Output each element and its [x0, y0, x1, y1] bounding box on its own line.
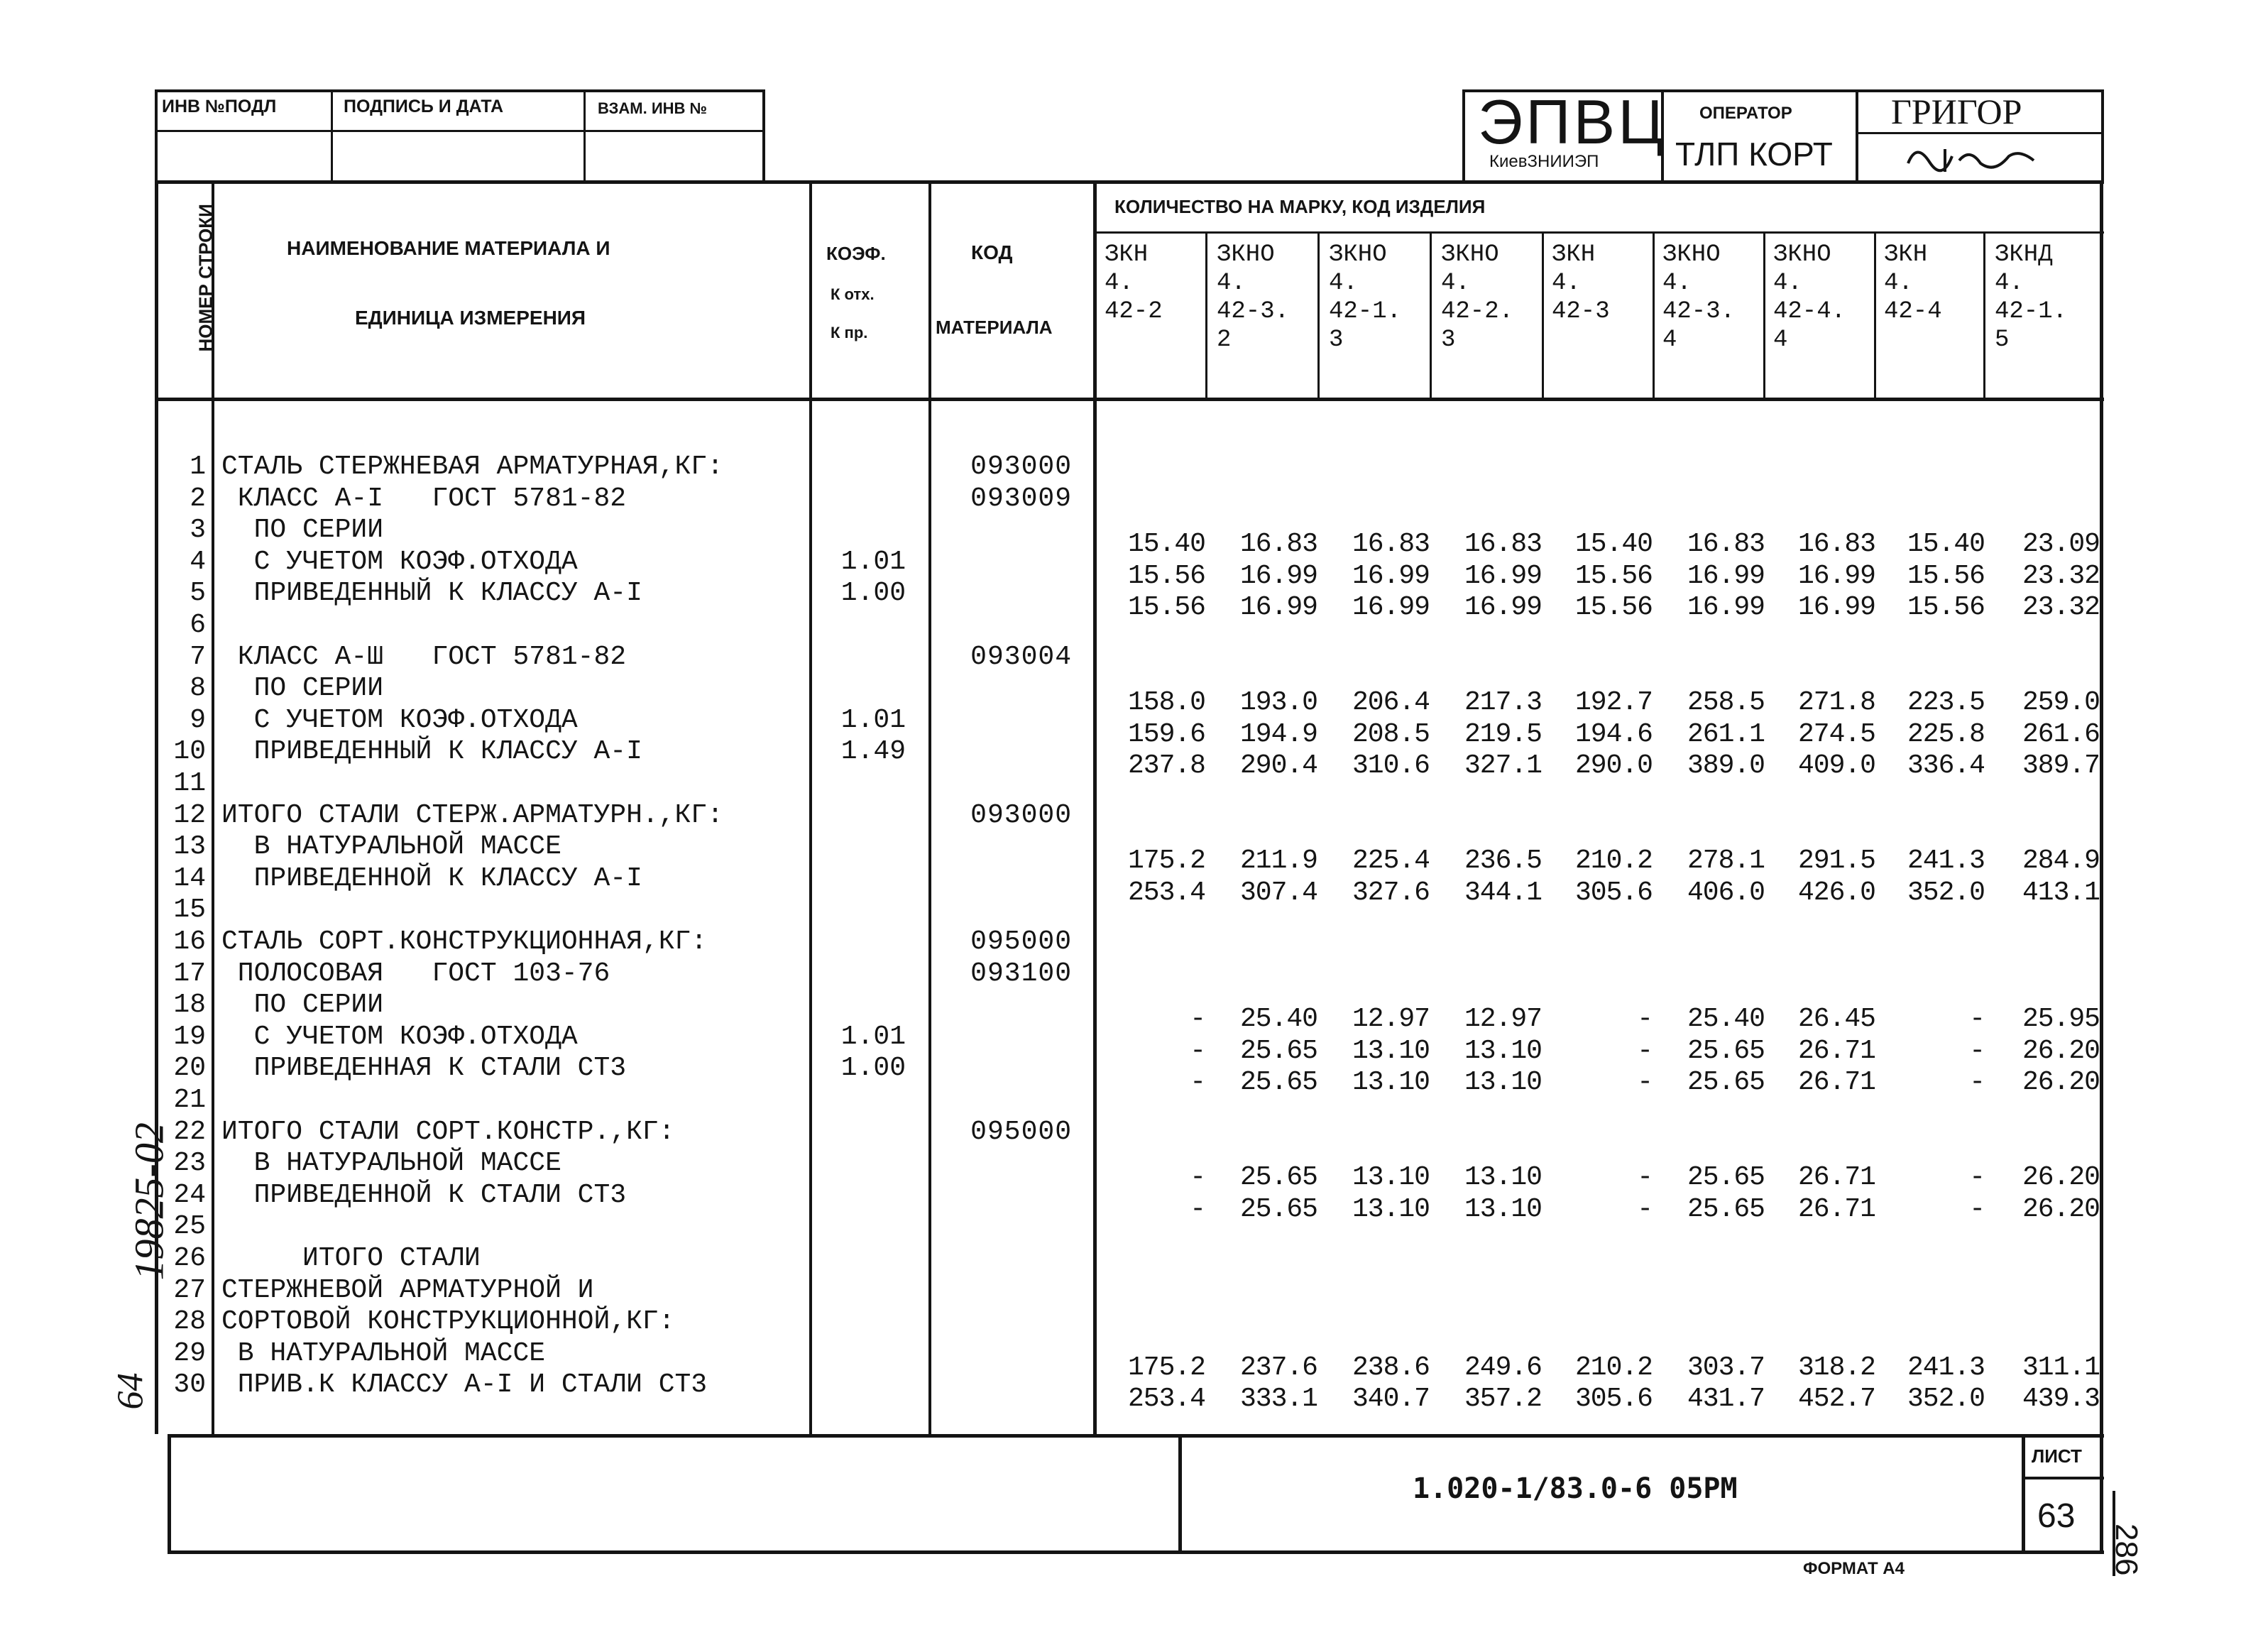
quantity-value: 303.7 — [1687, 1352, 1765, 1383]
product-code-2-l1: ЗКНО — [1217, 241, 1275, 268]
material-name: ПО СЕРИИ — [221, 673, 384, 704]
quantity-value: 25.65 — [1687, 1193, 1765, 1225]
product-code-4-l4: 3 — [1441, 327, 1456, 354]
coefficient: 1.49 — [840, 736, 906, 767]
quantity-value: 12.97 — [1464, 1004, 1542, 1035]
quantity-value: 175.2 — [1127, 1352, 1205, 1383]
row-number: 10 — [173, 736, 206, 767]
row-number-label: НОМЕР СТРОКИ — [194, 204, 217, 352]
quantity-value: 261.6 — [2022, 718, 2100, 750]
quantity-value: 237.8 — [1127, 750, 1205, 782]
product-code-4-l2: 4. — [1441, 270, 1470, 297]
row-number: 14 — [173, 863, 206, 894]
sheet-number: 63 — [2037, 1497, 2076, 1535]
material-name: СТАЛЬ СТЕРЖНЕВАЯ АРМАТУРНАЯ,КГ: — [221, 452, 723, 482]
quantity-value: - — [1637, 1193, 1653, 1225]
quantity-value: 16.99 — [1352, 592, 1430, 623]
quantity-value: 13.10 — [1352, 1193, 1430, 1225]
quantity-value: 217.3 — [1464, 687, 1542, 718]
product-code-2-l2: 4. — [1217, 270, 1246, 297]
quantity-value: 25.65 — [1687, 1035, 1765, 1066]
row-number: 24 — [173, 1179, 206, 1210]
quantity-value: 238.6 — [1352, 1352, 1430, 1383]
quantity-value: 253.4 — [1127, 1384, 1205, 1415]
quantity-value: 274.5 — [1797, 718, 1875, 750]
quantity-value: 16.99 — [1352, 560, 1430, 591]
quantity-value: 327.1 — [1464, 750, 1542, 782]
quantity-value: 336.4 — [1907, 750, 1985, 782]
org-main: ЭПВЦ — [1478, 87, 1667, 157]
quantity-value: 192.7 — [1574, 687, 1653, 718]
quantity-value: 16.83 — [1464, 529, 1542, 560]
material-code: 093000 — [970, 799, 1072, 831]
product-code-5-l1: ЗКН — [1552, 241, 1596, 268]
quantity-value: 225.4 — [1352, 846, 1430, 877]
material-name: ПРИВЕДЕННОЙ К КЛАССУ А-I — [221, 863, 642, 894]
quantity-value: 357.2 — [1464, 1384, 1542, 1415]
system-name: ТЛП КОРТ — [1675, 136, 1833, 173]
product-code-8-l1: ЗКН — [1884, 241, 1928, 268]
quantity-value: 389.0 — [1687, 750, 1765, 782]
material-name: СОРТОВОЙ КОНСТРУКЦИОННОЙ,КГ: — [221, 1306, 675, 1338]
quantity-value: 210.2 — [1574, 1352, 1653, 1383]
quantity-value: - — [1637, 1162, 1653, 1193]
product-code-6-l1: ЗКНО — [1662, 241, 1721, 268]
quantity-value: - — [1969, 1193, 1985, 1225]
row-number: 23 — [173, 1148, 206, 1179]
quantity-value: 307.4 — [1239, 877, 1317, 908]
row-number: 22 — [173, 1116, 206, 1147]
product-code-9-l4: 5 — [1995, 327, 2010, 354]
quantity-value: - — [1190, 1004, 1205, 1035]
quantity-value: 16.99 — [1464, 592, 1542, 623]
quantity-value: 25.65 — [1687, 1162, 1765, 1193]
quantity-value: 211.9 — [1239, 846, 1317, 877]
coefficient: 1.01 — [840, 704, 906, 735]
quantity-value: - — [1969, 1004, 1985, 1035]
material-name: ПРИВЕДЕННЫЙ К КЛАССУ А-I — [221, 736, 642, 767]
quantity-value: 261.1 — [1687, 718, 1765, 750]
quantity-value: 23.09 — [2022, 529, 2100, 560]
quantity-value: 208.5 — [1352, 718, 1430, 750]
quantity-value: 409.0 — [1797, 750, 1875, 782]
quantity-value: 413.1 — [2022, 877, 2100, 908]
quantity-value: - — [1969, 1067, 1985, 1098]
inv-podl-label: ИНВ №ПОДЛ — [162, 97, 277, 116]
row-number: 1 — [190, 452, 206, 482]
quantity-value: - — [1190, 1193, 1205, 1225]
product-code-1-l2: 4. — [1105, 270, 1134, 297]
material-name: ИТОГО СТАЛИ СОРТ.КОНСТР.,КГ: — [221, 1116, 675, 1147]
material-name: КЛАСС А-Ш ГОСТ 5781-82 — [221, 641, 627, 672]
quantity-value: 311.1 — [2022, 1352, 2100, 1383]
quantity-value: 16.83 — [1797, 529, 1875, 560]
org-sub: КиевЗНИИЭП — [1489, 152, 1599, 171]
quantity-value: 16.99 — [1687, 560, 1765, 591]
quantity-value: 23.32 — [2022, 560, 2100, 591]
quantity-value: 26.71 — [1797, 1035, 1875, 1066]
quantity-value: 327.6 — [1352, 877, 1430, 908]
quantity-value: 194.6 — [1574, 718, 1653, 750]
quantity-value: 219.5 — [1464, 718, 1542, 750]
row-number: 7 — [190, 641, 206, 672]
quantity-value: 352.0 — [1907, 877, 1985, 908]
quantity-value: - — [1969, 1162, 1985, 1193]
quantity-value: 291.5 — [1797, 846, 1875, 877]
material-name: СТАЛЬ СОРТ.КОНСТРУКЦИОННАЯ,КГ: — [221, 926, 708, 957]
quantity-value: 16.99 — [1239, 592, 1317, 623]
quantity-value: 26.71 — [1797, 1067, 1875, 1098]
product-code-7-l4: 4 — [1773, 327, 1788, 354]
coef-header-line1: КОЭФ. — [826, 243, 886, 264]
quantity-value: 333.1 — [1239, 1384, 1317, 1415]
quantity-value: 159.6 — [1127, 718, 1205, 750]
row-number: 19 — [173, 1021, 206, 1052]
row-number: 6 — [190, 610, 206, 640]
quantity-value: 452.7 — [1797, 1384, 1875, 1415]
material-name: ПРИВЕДЕННОЙ К СТАЛИ СТ3 — [221, 1179, 627, 1210]
quantity-value: 241.3 — [1907, 846, 1985, 877]
material-name: ПО СЕРИИ — [221, 990, 384, 1021]
quantity-value: 271.8 — [1797, 687, 1875, 718]
quantity-value: 210.2 — [1574, 846, 1653, 877]
quantity-value: 13.10 — [1464, 1162, 1542, 1193]
quantity-value: - — [1637, 1035, 1653, 1066]
coefficient: 1.01 — [840, 546, 906, 577]
margin-number: 64 — [110, 1372, 151, 1410]
quantity-value: 25.40 — [1239, 1004, 1317, 1035]
quantity-value: - — [1190, 1162, 1205, 1193]
coef-header-line2: К отх. — [831, 285, 875, 303]
quantity-value: 16.99 — [1687, 592, 1765, 623]
quantity-value: 426.0 — [1797, 877, 1875, 908]
row-number: 28 — [173, 1306, 206, 1338]
quantity-value: 16.83 — [1239, 529, 1317, 560]
quantity-value: 318.2 — [1797, 1352, 1875, 1383]
material-name: СТЕРЖНЕВОЙ АРМАТУРНОЙ И — [221, 1274, 594, 1306]
material-name: ИТОГО СТАЛИ — [221, 1243, 481, 1274]
row-number: 13 — [173, 831, 206, 863]
quantity-value: 258.5 — [1687, 687, 1765, 718]
quantity-value: - — [1637, 1004, 1653, 1035]
quantity-value: 15.56 — [1574, 560, 1653, 591]
quantity-value: 175.2 — [1127, 846, 1205, 877]
quantity-value: 15.56 — [1574, 592, 1653, 623]
quantity-value: 284.9 — [2022, 846, 2100, 877]
sheet-label: ЛИСТ — [2032, 1445, 2082, 1467]
quantity-value: 223.5 — [1907, 687, 1985, 718]
quantity-value: 241.3 — [1907, 1352, 1985, 1383]
code-header-line1: КОД — [971, 241, 1013, 263]
quantity-value: 249.6 — [1464, 1352, 1542, 1383]
coefficient: 1.00 — [840, 578, 906, 609]
material-name: В НАТУРАЛЬНОЙ МАССЕ — [221, 1338, 546, 1369]
quantity-value: - — [1637, 1067, 1653, 1098]
row-number: 20 — [173, 1053, 206, 1084]
quantity-value: 26.45 — [1797, 1004, 1875, 1035]
quantity-value: 13.10 — [1352, 1162, 1430, 1193]
row-number: 18 — [173, 990, 206, 1021]
quantity-value: 15.40 — [1574, 529, 1653, 560]
quantity-value: 194.9 — [1239, 718, 1317, 750]
quantity-value: 290.0 — [1574, 750, 1653, 782]
quantity-value: 13.10 — [1464, 1035, 1542, 1066]
material-name: ПРИВ.К КЛАССУ А-I И СТАЛИ СТ3 — [221, 1369, 708, 1401]
product-code-1-l1: ЗКН — [1105, 241, 1149, 268]
quantity-value: 237.6 — [1239, 1352, 1317, 1383]
quantity-value: 16.83 — [1687, 529, 1765, 560]
quantity-value: 16.99 — [1239, 560, 1317, 591]
quantity-value: 25.65 — [1239, 1193, 1317, 1225]
coefficient: 1.01 — [840, 1021, 906, 1052]
quantity-value: 259.0 — [2022, 687, 2100, 718]
coef-header-line3: К пр. — [831, 324, 868, 341]
quantity-value: 15.56 — [1907, 560, 1985, 591]
product-code-7-l1: ЗКНО — [1773, 241, 1831, 268]
row-number: 27 — [173, 1274, 206, 1306]
material-name: ПРИВЕДЕННАЯ К СТАЛИ СТ3 — [221, 1053, 627, 1084]
quantity-value: 158.0 — [1127, 687, 1205, 718]
product-code-6-l4: 4 — [1662, 327, 1677, 354]
quantity-value: 310.6 — [1352, 750, 1430, 782]
material-code: 095000 — [970, 1116, 1072, 1147]
material-code: 093100 — [970, 958, 1072, 989]
signature-date-label: ПОДПИСЬ И ДАТА — [344, 97, 504, 116]
quantity-value: 25.65 — [1239, 1162, 1317, 1193]
quantity-value: 290.4 — [1239, 750, 1317, 782]
quantity-value: 15.56 — [1907, 592, 1985, 623]
row-number: 26 — [173, 1243, 206, 1274]
row-number: 8 — [190, 673, 206, 704]
row-number: 30 — [173, 1369, 206, 1401]
product-code-3-l4: 3 — [1329, 327, 1344, 354]
quantity-value: 26.20 — [2022, 1193, 2100, 1225]
material-name: С УЧЕТОМ КОЭФ.ОТХОДА — [221, 704, 578, 735]
quantity-value: 389.7 — [2022, 750, 2100, 782]
vzam-inv-label: ВЗАМ. ИНВ № — [598, 99, 708, 117]
quantity-header: КОЛИЧЕСТВО НА МАРКУ, КОД ИЗДЕЛИЯ — [1114, 196, 1486, 217]
quantity-value: 25.40 — [1687, 1004, 1765, 1035]
quantity-value: 23.32 — [2022, 592, 2100, 623]
quantity-value: 278.1 — [1687, 846, 1765, 877]
quantity-value: 13.10 — [1352, 1035, 1430, 1066]
quantity-value: - — [1190, 1035, 1205, 1066]
row-number: 21 — [173, 1085, 206, 1115]
quantity-value: 26.71 — [1797, 1162, 1875, 1193]
product-code-6-l2: 4. — [1662, 270, 1692, 297]
quantity-value: - — [1190, 1067, 1205, 1098]
document-code: 1.020-1/83.0-6 05РМ — [1413, 1472, 1738, 1505]
quantity-value: 15.56 — [1127, 560, 1205, 591]
quantity-value: 12.97 — [1352, 1004, 1430, 1035]
material-name: ПО СЕРИИ — [221, 515, 384, 546]
product-code-5-l3: 42-3 — [1552, 298, 1610, 325]
quantity-value: 253.4 — [1127, 877, 1205, 908]
product-code-8-l3: 42-4 — [1884, 298, 1942, 325]
format-label: ФОРМАТ А4 — [1803, 1559, 1905, 1578]
product-code-9-l3: 42-1. — [1995, 298, 2068, 325]
coefficient: 1.00 — [840, 1053, 906, 1084]
material-name: С УЧЕТОМ КОЭФ.ОТХОДА — [221, 546, 578, 577]
product-code-3-l1: ЗКНО — [1329, 241, 1387, 268]
quantity-value: 225.8 — [1907, 718, 1985, 750]
side-number: 286 — [2109, 1524, 2144, 1576]
row-number: 4 — [190, 546, 206, 577]
material-name: КЛАСС А-I ГОСТ 5781-82 — [221, 483, 627, 514]
material-name: ПОЛОСОВАЯ ГОСТ 103-76 — [221, 958, 610, 989]
quantity-value: 16.99 — [1797, 592, 1875, 623]
product-code-9-l1: ЗКНД — [1995, 241, 2053, 268]
operator-label: ОПЕРАТОР — [1699, 104, 1792, 123]
quantity-value: 13.10 — [1352, 1067, 1430, 1098]
product-code-7-l2: 4. — [1773, 270, 1802, 297]
quantity-value: - — [1969, 1035, 1985, 1066]
quantity-value: 26.20 — [2022, 1035, 2100, 1066]
material-name: ПРИВЕДЕННЫЙ К КЛАССУ А-I — [221, 578, 642, 609]
product-code-3-l2: 4. — [1329, 270, 1358, 297]
row-number: 25 — [173, 1211, 206, 1242]
product-code-2-l4: 2 — [1217, 327, 1232, 354]
quantity-value: 25.95 — [2022, 1004, 2100, 1035]
product-code-9-l2: 4. — [1995, 270, 2024, 297]
material-code: 093000 — [970, 452, 1072, 482]
product-code-2-l3: 42-3. — [1217, 298, 1290, 325]
row-number: 17 — [173, 958, 206, 989]
row-number: 11 — [173, 768, 206, 799]
code-header-line2: МАТЕРИАЛА — [936, 317, 1053, 338]
archive-number: 19825-02 — [126, 1122, 172, 1281]
row-number: 5 — [190, 578, 206, 609]
material-name: В НАТУРАЛЬНОЙ МАССЕ — [221, 1148, 561, 1179]
material-name: ИТОГО СТАЛИ СТЕРЖ.АРМАТУРН.,КГ: — [221, 799, 723, 831]
quantity-value: 305.6 — [1574, 1384, 1653, 1415]
product-code-7-l3: 42-4. — [1773, 298, 1846, 325]
quantity-value: 26.20 — [2022, 1067, 2100, 1098]
row-number: 16 — [173, 926, 206, 957]
product-code-5-l2: 4. — [1552, 270, 1581, 297]
row-number: 3 — [190, 515, 206, 546]
material-code: 095000 — [970, 926, 1072, 957]
row-number: 2 — [190, 483, 206, 514]
material-code: 093009 — [970, 483, 1072, 514]
quantity-value: 344.1 — [1464, 877, 1542, 908]
material-name: В НАТУРАЛЬНОЙ МАССЕ — [221, 831, 561, 863]
row-number: 9 — [190, 704, 206, 735]
quantity-value: 16.99 — [1464, 560, 1542, 591]
quantity-value: 25.65 — [1687, 1067, 1765, 1098]
product-code-1-l3: 42-2 — [1105, 298, 1163, 325]
quantity-value: 13.10 — [1464, 1193, 1542, 1225]
quantity-value: 305.6 — [1574, 877, 1653, 908]
row-number: 12 — [173, 799, 206, 831]
quantity-value: 25.65 — [1239, 1035, 1317, 1066]
quantity-value: 15.40 — [1907, 529, 1985, 560]
material-header-line1: НАИМЕНОВАНИЕ МАТЕРИАЛА И — [287, 237, 610, 259]
quantity-value: 352.0 — [1907, 1384, 1985, 1415]
quantity-value: 15.56 — [1127, 592, 1205, 623]
product-code-4-l1: ЗКНО — [1441, 241, 1499, 268]
quantity-value: 236.5 — [1464, 846, 1542, 877]
quantity-value: 26.20 — [2022, 1162, 2100, 1193]
quantity-value: 193.0 — [1239, 687, 1317, 718]
quantity-value: 16.83 — [1352, 529, 1430, 560]
row-number: 15 — [173, 895, 206, 926]
quantity-value: 13.10 — [1464, 1067, 1542, 1098]
row-number: 29 — [173, 1338, 206, 1369]
operator-signature — [1902, 135, 2044, 181]
product-code-8-l2: 4. — [1884, 270, 1913, 297]
quantity-value: 340.7 — [1352, 1384, 1430, 1415]
quantity-value: 431.7 — [1687, 1384, 1765, 1415]
quantity-value: 25.65 — [1239, 1067, 1317, 1098]
material-name: С УЧЕТОМ КОЭФ.ОТХОДА — [221, 1021, 578, 1052]
quantity-value: 439.3 — [2022, 1384, 2100, 1415]
product-code-3-l3: 42-1. — [1329, 298, 1402, 325]
material-code: 093004 — [970, 641, 1072, 672]
quantity-value: 15.40 — [1127, 529, 1205, 560]
product-code-6-l3: 42-3. — [1662, 298, 1736, 325]
quantity-value: 26.71 — [1797, 1193, 1875, 1225]
product-code-4-l3: 42-2. — [1441, 298, 1514, 325]
quantity-value: 406.0 — [1687, 877, 1765, 908]
quantity-value: 206.4 — [1352, 687, 1430, 718]
operator-name: ГРИГОР — [1891, 92, 2022, 131]
material-header-line2: ЕДИНИЦА ИЗМЕРЕНИЯ — [355, 307, 586, 329]
quantity-value: 16.99 — [1797, 560, 1875, 591]
